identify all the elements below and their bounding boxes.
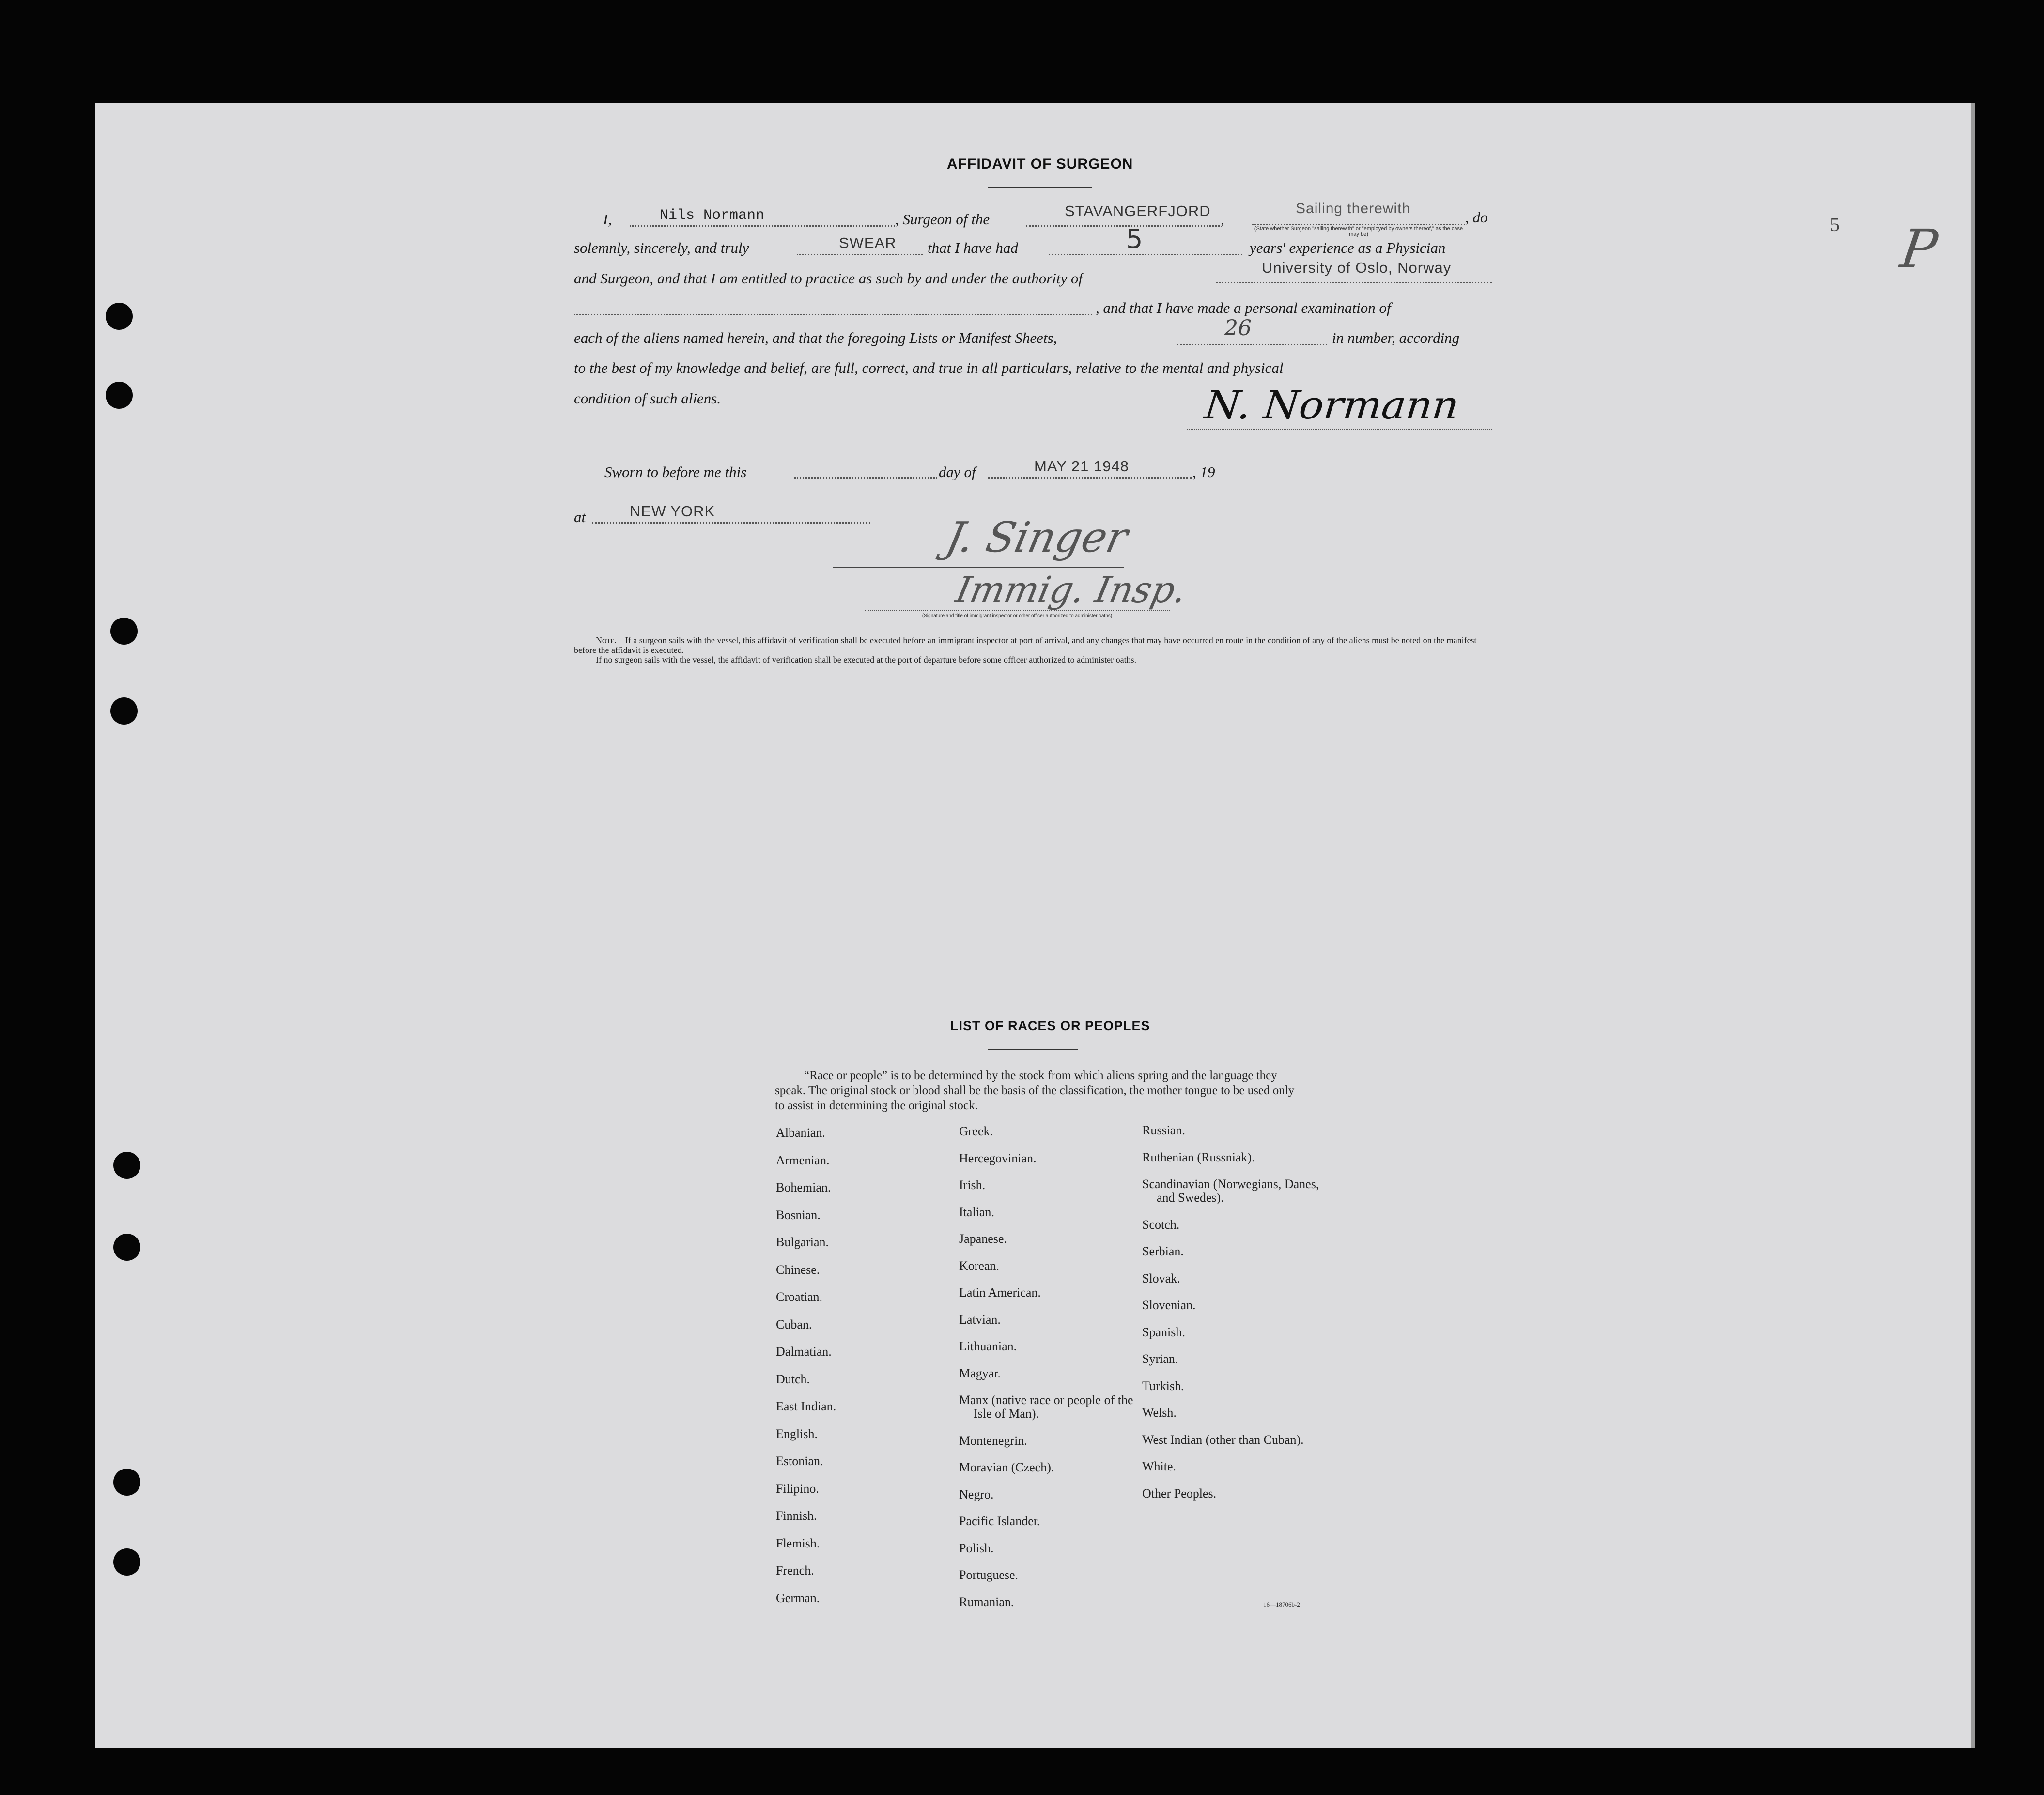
race-item: White. bbox=[1142, 1459, 1177, 1473]
race-item: German. bbox=[776, 1591, 820, 1605]
sailing-status-field: Sailing therewith bbox=[1296, 201, 1411, 217]
race-item: Magyar. bbox=[959, 1366, 1001, 1380]
authority-line-2 bbox=[574, 314, 1092, 315]
race-item: Scandinavian (Norwegians, Danes, and Swedes). bbox=[1142, 1177, 1319, 1205]
race-item: Flemish. bbox=[776, 1536, 820, 1550]
races-title: LIST OF RACES OR PEOPLES bbox=[950, 1019, 1150, 1033]
sailing-line bbox=[1252, 224, 1465, 225]
label-years-experience: years' experience as a Physician bbox=[1250, 239, 1446, 256]
race-item: Albanian. bbox=[776, 1126, 825, 1140]
race-item: Lithuanian. bbox=[959, 1339, 1017, 1353]
race-item: Bulgarian. bbox=[776, 1235, 829, 1249]
race-item: Russian. bbox=[1142, 1123, 1185, 1137]
races-column-2-list bbox=[959, 1125, 1133, 1609]
race-item: Moravian (Czech). bbox=[959, 1460, 1054, 1474]
comma: , bbox=[1221, 211, 1224, 228]
race-item: Finnish. bbox=[776, 1509, 817, 1523]
label-and-surgeon: and Surgeon, and that I am entitled to practice as such by and under the authority of bbox=[574, 270, 1083, 287]
page-edge-shadow bbox=[1971, 103, 1975, 1748]
race-item: Latvian. bbox=[959, 1312, 1001, 1327]
label-surgeon-of-the: , Surgeon of the bbox=[895, 211, 990, 228]
race-item: Japanese. bbox=[959, 1232, 1007, 1246]
date-field: MAY 21 1948 bbox=[1034, 458, 1129, 475]
race-item: English. bbox=[776, 1426, 818, 1441]
vessel-line bbox=[1026, 225, 1220, 227]
race-item: Spanish. bbox=[1142, 1325, 1185, 1339]
label-nineteen: , 19 bbox=[1192, 464, 1215, 480]
affidavit-note bbox=[574, 635, 1494, 665]
label-do: , do bbox=[1465, 209, 1488, 226]
years-line bbox=[1049, 254, 1242, 255]
race-item: Italian. bbox=[959, 1205, 994, 1219]
surgeon-name-line bbox=[630, 225, 895, 227]
race-item: Welsh. bbox=[1142, 1406, 1177, 1420]
margin-letter: P bbox=[1897, 218, 1942, 280]
races-column-3-list bbox=[1142, 1124, 1326, 1501]
race-item: Scotch. bbox=[1142, 1217, 1180, 1232]
sailing-note: (State whether Surgeon "sailing therewith" or "employed by owners thereof," as the case may be) bbox=[1254, 226, 1463, 237]
note-line-2: If no surgeon sails with the vessel, the affidavit of verification shall be executed at the port of departure before some officer authorized to administer oaths. bbox=[596, 655, 1137, 665]
race-item: Estonian. bbox=[776, 1454, 823, 1468]
surgeon-name-field: Nils Normann bbox=[660, 207, 765, 224]
races-intro: “Race or people” is to be determined by the stock from which aliens spring and the language they speak. The original stock or blood shall be the basis of the classification, the mother tongue to be used only to assist in determining the original stock. bbox=[775, 1069, 1295, 1112]
race-item: Serbian. bbox=[1142, 1244, 1184, 1258]
race-item: Ruthenian (Russniak). bbox=[1142, 1150, 1255, 1164]
sheets-field: 26 bbox=[1224, 316, 1252, 340]
race-item: Cuban. bbox=[776, 1317, 812, 1331]
label-each-alien: each of the aliens named herein, and that the foregoing Lists or Manifest Sheets, bbox=[574, 329, 1057, 346]
inspector-title-line bbox=[865, 610, 1170, 611]
binder-hole bbox=[106, 303, 133, 330]
race-item: East Indian. bbox=[776, 1399, 836, 1413]
binder-hole bbox=[110, 697, 138, 725]
date-line bbox=[988, 477, 1192, 479]
inspector-title: Immig. Insp. bbox=[952, 569, 1191, 611]
label-at: at bbox=[574, 509, 586, 526]
label-best-knowledge: to the best of my knowledge and belief, are full, correct, and true in all particulars, relative to the mental and physical bbox=[574, 359, 1284, 376]
place-field: NEW YORK bbox=[630, 503, 715, 520]
label-in-number: in number, according bbox=[1332, 329, 1460, 346]
races-column-2 bbox=[959, 1125, 1133, 1622]
race-item: Syrian. bbox=[1142, 1352, 1178, 1366]
label-that-i-have-had: that I have had bbox=[928, 239, 1018, 256]
title-rule bbox=[988, 187, 1092, 188]
race-item: Irish. bbox=[959, 1178, 986, 1192]
binder-hole bbox=[113, 1548, 140, 1576]
race-item: Dutch. bbox=[776, 1372, 810, 1386]
binder-hole bbox=[113, 1469, 140, 1496]
page-number: 5 bbox=[1830, 214, 1840, 235]
race-item: Latin American. bbox=[959, 1285, 1041, 1300]
authority-field: University of Oslo, Norway bbox=[1262, 259, 1452, 276]
race-item: Korean. bbox=[959, 1258, 1000, 1273]
race-item: Slovenian. bbox=[1142, 1298, 1196, 1312]
note-label: Note. bbox=[596, 635, 617, 645]
oath-field: SWEAR bbox=[839, 234, 897, 251]
vessel-field: STAVANGERFJORD bbox=[1065, 202, 1211, 219]
race-item: Other Peoples. bbox=[1142, 1486, 1217, 1501]
place-line bbox=[592, 522, 870, 524]
inspector-caption: (Signature and title of immigrant inspector or other officer authorized to administer oaths) bbox=[922, 613, 1113, 619]
race-item: Portuguese. bbox=[959, 1568, 1019, 1582]
affidavit-title: AFFIDAVIT OF SURGEON bbox=[947, 156, 1133, 172]
form-number: 16—18706b-2 bbox=[1263, 1601, 1300, 1608]
authority-line bbox=[1216, 282, 1492, 283]
years-field: 5 bbox=[1126, 224, 1143, 254]
surgeon-signature-line bbox=[1187, 429, 1492, 430]
race-item: Bohemian. bbox=[776, 1180, 831, 1194]
race-item: Croatian. bbox=[776, 1290, 823, 1304]
race-item: Dalmatian. bbox=[776, 1345, 832, 1359]
races-column-1-list bbox=[776, 1126, 945, 1605]
surgeon-signature: N. Normann bbox=[1202, 383, 1461, 428]
binder-hole bbox=[113, 1152, 140, 1179]
sheets-line bbox=[1177, 344, 1327, 345]
note-line-1: —If a surgeon sails with the vessel, this affidavit of verification shall be executed before an immigrant inspector at port of arrival, and any changes that may have occurred en route in the condition of any of the aliens must be noted on the manifest before the affidavit is executed. bbox=[574, 635, 1477, 655]
race-item: Polish. bbox=[959, 1541, 994, 1555]
race-item: Hercegovinian. bbox=[959, 1151, 1037, 1165]
races-column-3 bbox=[1142, 1124, 1326, 1514]
label-day-of: day of bbox=[939, 464, 976, 480]
label-condition: condition of such aliens. bbox=[574, 390, 721, 407]
race-item: Manx (native race or people of the Isle of Man). bbox=[959, 1393, 1133, 1421]
races-column-1 bbox=[776, 1126, 945, 1619]
oath-line bbox=[797, 254, 923, 255]
label-sworn: Sworn to before me this bbox=[604, 464, 747, 480]
label-i: I, bbox=[603, 211, 612, 228]
race-item: French. bbox=[776, 1563, 814, 1578]
race-item: Slovak. bbox=[1142, 1271, 1180, 1285]
sworn-day-line bbox=[794, 477, 937, 479]
race-item: Chinese. bbox=[776, 1262, 820, 1277]
binder-hole bbox=[113, 1234, 140, 1261]
race-item: Armenian. bbox=[776, 1153, 830, 1167]
race-item: Pacific Islander. bbox=[959, 1514, 1040, 1528]
races-title-rule bbox=[988, 1049, 1078, 1050]
race-item: Bosnian. bbox=[776, 1207, 821, 1222]
race-item: Montenegrin. bbox=[959, 1433, 1027, 1448]
race-item: West Indian (other than Cuban). bbox=[1142, 1432, 1304, 1447]
race-item: Greek. bbox=[959, 1124, 993, 1138]
race-item: Turkish. bbox=[1142, 1378, 1184, 1393]
label-solemnly: solemnly, sincerely, and truly bbox=[574, 239, 749, 256]
race-item: Rumanian. bbox=[959, 1594, 1014, 1609]
binder-hole bbox=[106, 382, 133, 409]
race-item: Negro. bbox=[959, 1487, 994, 1501]
race-item: Filipino. bbox=[776, 1481, 819, 1496]
label-personal-exam: , and that I have made a personal examination of bbox=[1096, 299, 1391, 316]
inspector-signature: J. Singer bbox=[942, 513, 1132, 562]
inspector-signature-line bbox=[833, 567, 1124, 568]
binder-hole bbox=[110, 618, 138, 645]
